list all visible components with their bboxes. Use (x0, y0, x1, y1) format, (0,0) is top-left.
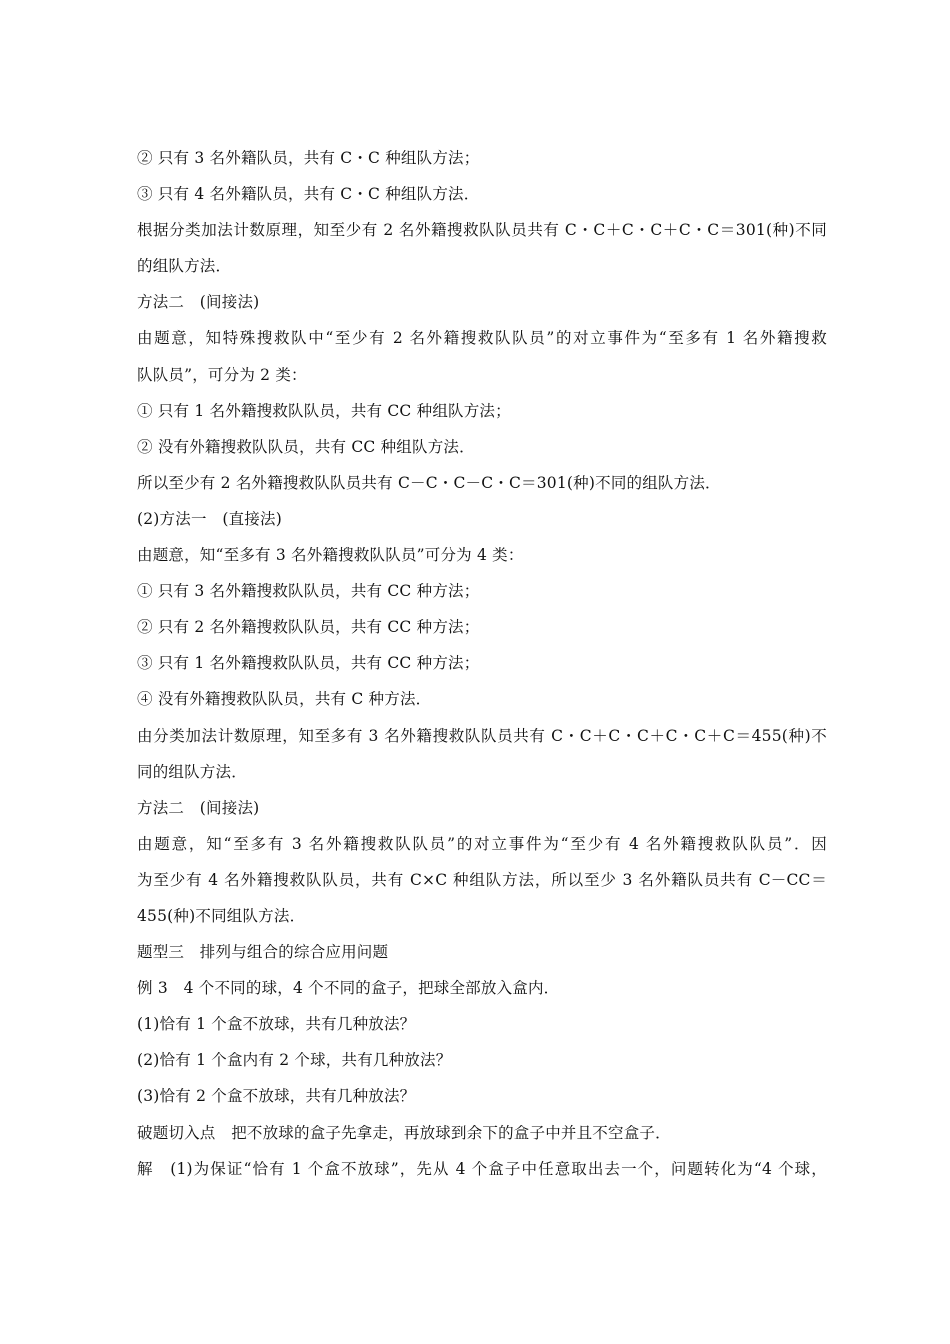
text-line-2: ③ 只有 4 名外籍队员，共有 C・C 种组队方法． (137, 185, 480, 204)
text-line-13: ① 只有 3 名外籍搜救队队员，共有 CC 种方法； (137, 582, 480, 601)
text-line-6: 由题意，知特殊搜救队中“至少有 2 名外籍搜救队队员”的对立事件为“至多有 1 名外籍搜救 (137, 329, 827, 348)
text-line-1: ② 只有 3 名外籍队员，共有 C・C 种组队方法； (137, 149, 480, 167)
text-line-20: 由题意，知“至多有 3 名外籍搜救队队员”的对立事件为“至少有 4 名外籍搜救队队员”．因 (137, 834, 827, 853)
solution-line: 解 (1)为保证“恰有 1 个盒不放球”，先从 4 个盒子中任意取出去一个，问题转化为“4 个球， (137, 1159, 827, 1178)
text-line-8: ① 只有 1 名外籍搜救队队员，共有 CC 种组队方法； (137, 401, 511, 420)
text-line-17: 由分类加法计数原理，知至多有 3 名外籍搜救队队员共有 C・C＋C・C＋C・C＋C＝455(种)不 (137, 726, 827, 745)
method-heading: (2)方法一 (直接法) (137, 509, 282, 528)
method-heading: 方法二 (间接法) (137, 798, 260, 817)
text-line-15: ③ 只有 1 名外籍搜救队队员，共有 CC 种方法； (137, 654, 480, 673)
method-heading: 方法二 (间接法) (137, 293, 260, 312)
example-title: 例 3 4 个不同的球，4 个不同的盒子，把球全部放入盒内． (137, 979, 560, 998)
text-line-14: ② 只有 2 名外籍搜救队队员，共有 CC 种方法； (137, 618, 480, 637)
text-line-18: 同的组队方法． (137, 762, 247, 781)
text-line-3: 根据分类加法计数原理，知至少有 2 名外籍搜救队队员共有 C・C＋C・C＋C・C＝301(种)不同 (137, 221, 827, 240)
text-line-4: 的组队方法． (137, 257, 232, 276)
question-1: (1)恰有 1 个盒不放球，共有几种放法？ (137, 1015, 416, 1034)
text-line-12: 由题意，知“至多有 3 名外籍搜救队队员”可分为 4 类： (137, 546, 524, 565)
text-line-7: 队队员”，可分为 2 类： (137, 365, 307, 384)
document-body (137, 140, 827, 1187)
hint-line: 破题切入点 把不放球的盒子先拿走，再放球到余下的盒子中并且不空盒子． (137, 1123, 671, 1142)
text-line-16: ④ 没有外籍搜救队队员，共有 C 种方法． (137, 690, 432, 709)
section-heading: 题型三 排列与组合的综合应用问题 (137, 943, 389, 962)
question-3: (3)恰有 2 个盒不放球，共有几种放法？ (137, 1087, 416, 1106)
text-line-10: 所以至少有 2 名外籍搜救队队员共有 C－C・C－C・C＝301(种)不同的组队方法． (137, 473, 721, 492)
text-line-21: 为至少有 4 名外籍搜救队队员，共有 C×C 种组队方法，所以至少 3 名外籍队员共有 C－CC＝ (137, 870, 827, 889)
text-line-9: ② 没有外籍搜救队队员，共有 CC 种组队方法． (137, 437, 475, 456)
question-2: (2)恰有 1 个盒内有 2 个球，共有几种放法？ (137, 1051, 452, 1070)
text-line-22: 455(种)不同组队方法． (137, 906, 306, 925)
